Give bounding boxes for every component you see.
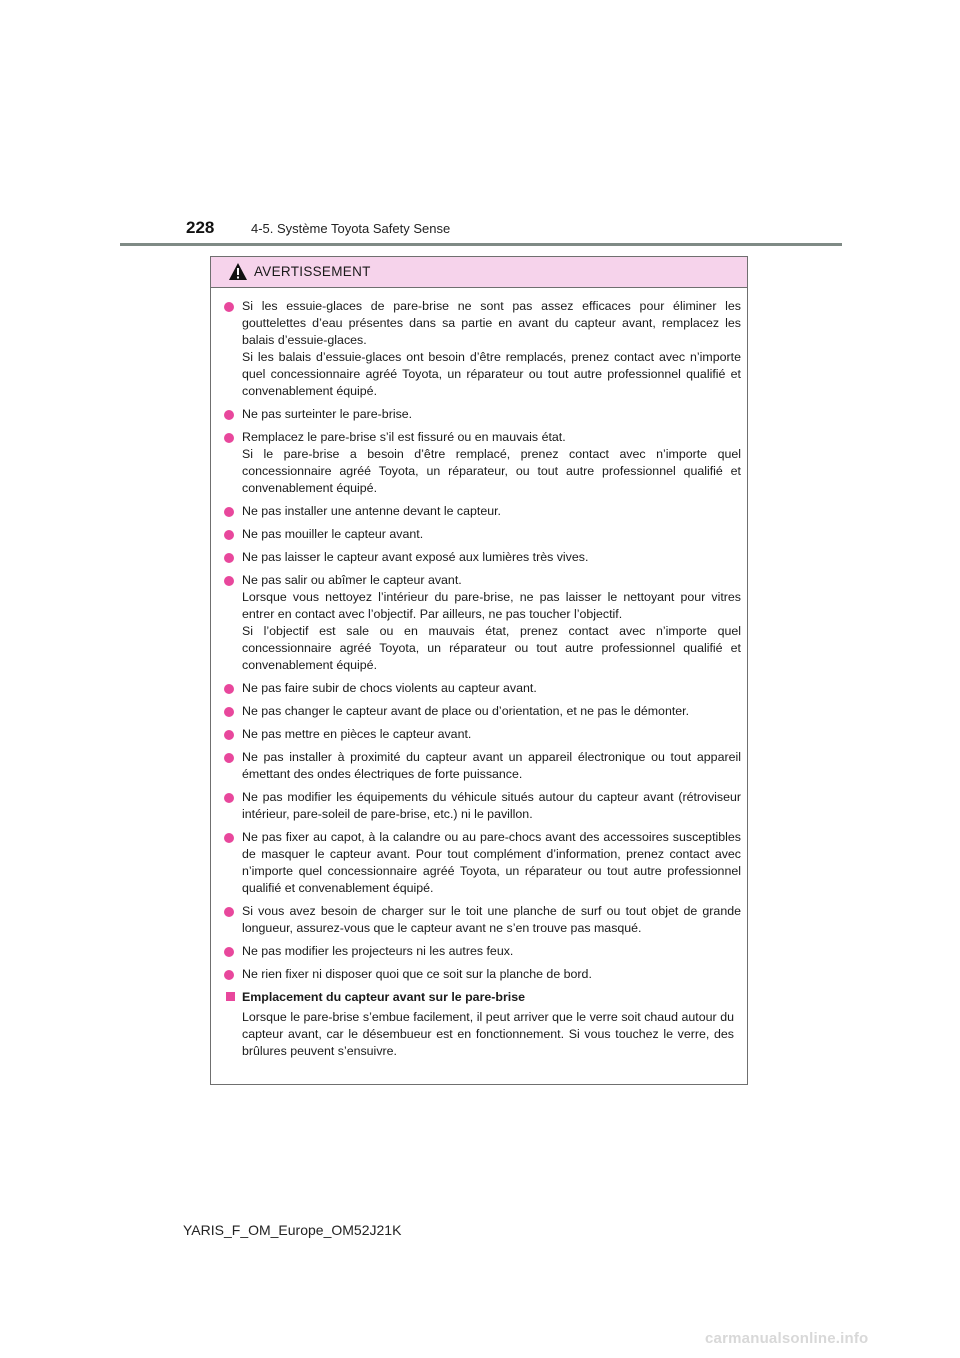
warning-item-text: Lorsque vous nettoyez l’intérieur du pare-brise, ne pas laisser le nettoyant pour vitres entrer en contact avec l’objectif. Par ailleurs, ne pas toucher l’objectif. [242, 590, 741, 621]
bullet-dot-icon [224, 507, 234, 517]
bullet-dot-icon [224, 684, 234, 694]
warning-item [224, 966, 741, 983]
bullet-dot-icon [224, 970, 234, 980]
bullet-dot-icon [224, 793, 234, 803]
warning-item [224, 680, 741, 697]
warning-triangle-icon [228, 262, 248, 281]
warning-item [224, 703, 741, 720]
page-header [0, 0, 960, 250]
location-heading-text: Emplacement du capteur avant sur le pare-brise [242, 990, 526, 1004]
bullet-dot-icon [224, 530, 234, 540]
warning-header [211, 257, 747, 288]
warning-title: AVERTISSEMENT [254, 264, 371, 279]
bullet-dot-icon [224, 730, 234, 740]
warning-item-text: Ne rien fixer ni disposer quoi que ce soit sur la planche de bord. [242, 967, 592, 981]
bullet-dot-icon [224, 433, 234, 443]
square-bullet-icon [226, 992, 235, 1001]
warning-item-text: Si le pare-brise a besoin d’être remplacé, prenez contact avec n’importe quel concessionnaire agréé Toyota, un réparateur, ou tout autre professionnel qualifié et convenablement équipé. [242, 447, 741, 495]
warning-item [224, 549, 741, 566]
bullet-dot-icon [224, 576, 234, 586]
bullet-dot-icon [224, 707, 234, 717]
warning-item [224, 726, 741, 743]
warning-box [210, 256, 748, 1085]
warning-item [224, 526, 741, 543]
bullet-dot-icon [224, 947, 234, 957]
warning-list [224, 298, 741, 983]
warning-item-text: Si l’objectif est sale ou en mauvais état, prenez contact avec n’importe quel concessionnaire agréé Toyota, un réparateur ou tout autre professionnel qualifié et convenablement équipé. [242, 624, 741, 672]
bullet-dot-icon [224, 833, 234, 843]
location-heading [224, 989, 741, 1006]
warning-item-text: Ne pas modifier les projecteurs ni les autres feux. [242, 944, 514, 958]
warning-item-text: Si les balais d’essuie-glaces ont besoin d’être remplacés, prenez contact avec n’importe quel concessionnaire agréé Toyota, un réparateur ou tout autre professionnel qualifié et convenablement équipé. [242, 350, 741, 398]
bullet-dot-icon [224, 302, 234, 312]
warning-item-text: Ne pas mouiller le capteur avant. [242, 527, 424, 541]
bullet-dot-icon [224, 553, 234, 563]
warning-item-text: Si vous avez besoin de charger sur le toit une planche de surf ou tout objet de grande longueur, assurez-vous que le capteur avant ne s’en trouve pas masqué. [242, 904, 741, 935]
warning-item-text: Ne pas laisser le capteur avant exposé aux lumières très vives. [242, 550, 589, 564]
warning-item [224, 903, 741, 937]
warning-item [224, 406, 741, 423]
section-title: 4-5. Système Toyota Safety Sense [251, 221, 451, 236]
bullet-dot-icon [224, 907, 234, 917]
warning-item-text: Ne pas modifier les équipements du véhicule situés autour du capteur avant (rétroviseur intérieur, pare-soleil de pare-brise, etc.) ni le pavillon. [242, 790, 741, 821]
warning-item-text: Ne pas installer une antenne devant le capteur. [242, 504, 502, 518]
bullet-dot-icon [224, 410, 234, 420]
warning-item [224, 429, 741, 497]
warning-body [211, 288, 747, 1060]
warning-item [224, 503, 741, 520]
watermark[interactable]: carmanualsonline.info [705, 1330, 869, 1347]
warning-item [224, 749, 741, 783]
warning-item-text: Si les essuie-glaces de pare-brise ne sont pas assez efficaces pour éliminer les gouttelettes d’eau présentes dans sa partie en avant du capteur avant, remplacez les balais d’essuie-glaces. [242, 299, 741, 347]
location-section [224, 989, 741, 1060]
warning-item-text: Ne pas surteinter le pare-brise. [242, 407, 413, 421]
warning-item-text: Ne pas fixer au capot, à la calandre ou au pare-chocs avant des accessoires susceptibles de masquer le capteur avant. Pour tout complément d’information, prenez contact avec n’importe quel concessionnaire agréé Toyota, un réparateur ou tout autre professionnel qualifié et convenablement équipé. [242, 830, 741, 895]
header-divider [120, 243, 842, 246]
warning-item [224, 829, 741, 897]
manual-code: YARIS_F_OM_Europe_OM52J21K [183, 1222, 402, 1238]
page-number: 228 [186, 218, 215, 237]
warning-item [224, 572, 741, 674]
warning-item [224, 298, 741, 400]
location-paragraph: Lorsque le pare-brise s’embue facilement, il peut arriver que le verre soit chaud autour du capteur avant, car le désembueur est en fonctionnement. Si vous touchez le verre, des brûlures peuvent s’ensuivre. [242, 1010, 734, 1058]
warning-item [224, 943, 741, 960]
warning-item-text: Ne pas installer à proximité du capteur avant un appareil électronique ou tout appareil émettant des ondes électriques de forte puissance. [242, 750, 741, 781]
warning-item-text: Ne pas changer le capteur avant de place ou d’orientation, et ne pas le démonter. [242, 704, 690, 718]
bullet-dot-icon [224, 753, 234, 763]
warning-item-text: Remplacez le pare-brise s’il est fissuré ou en mauvais état. [242, 430, 566, 444]
warning-item-text: Ne pas salir ou abîmer le capteur avant. [242, 573, 462, 587]
warning-item [224, 789, 741, 823]
warning-item-text: Ne pas mettre en pièces le capteur avant. [242, 727, 472, 741]
warning-item-text: Ne pas faire subir de chocs violents au capteur avant. [242, 681, 537, 695]
